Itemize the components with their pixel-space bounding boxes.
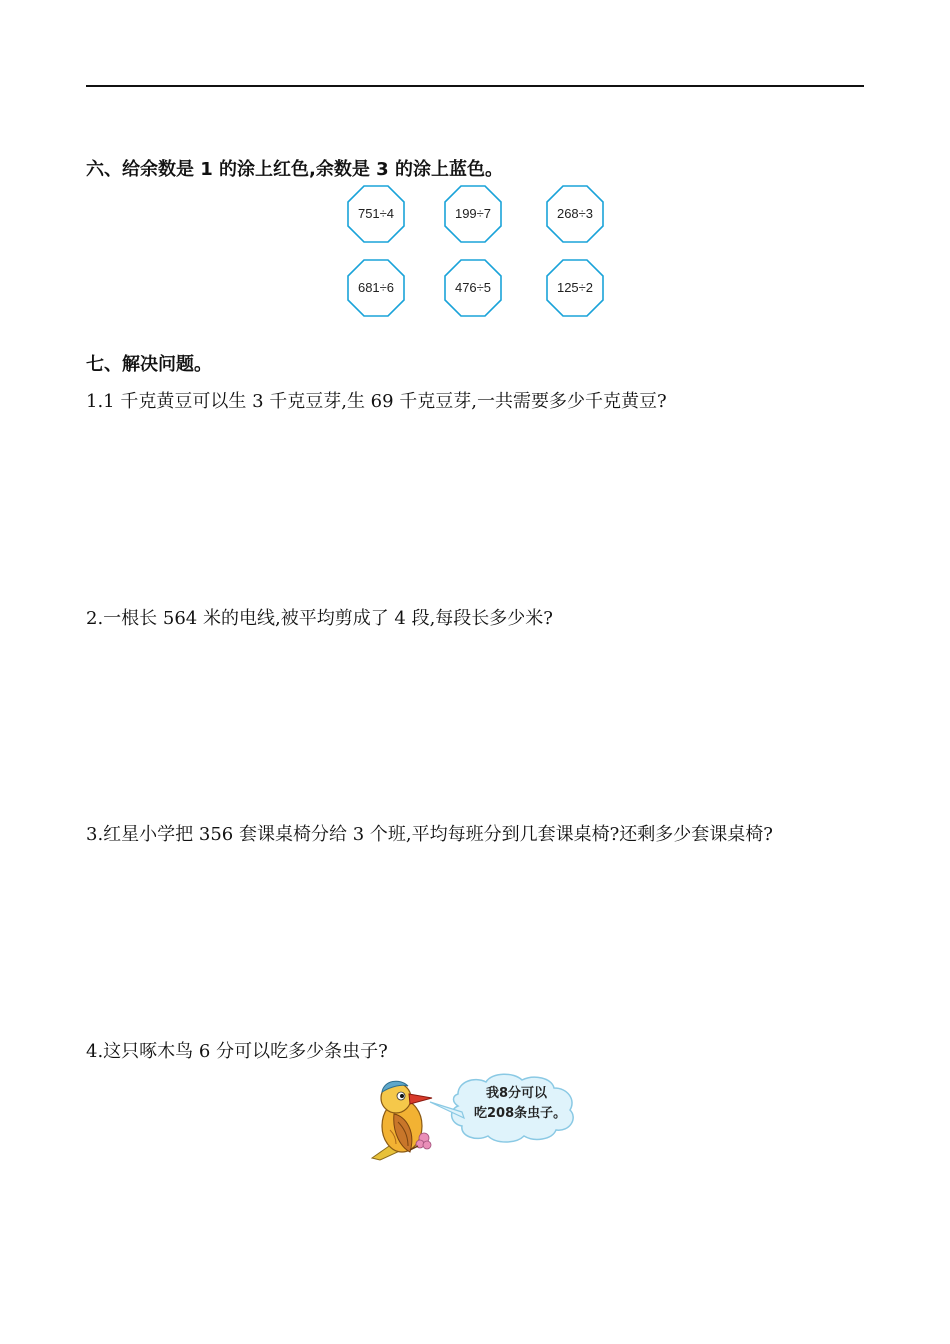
octagon-1[interactable]: [347, 185, 405, 243]
section6-title: 六、给余数是 1 的涂上红色,余数是 3 的涂上蓝色。: [86, 159, 503, 180]
octagon-3[interactable]: [546, 185, 604, 243]
section7-title: 七、解决问题。: [86, 354, 212, 375]
woodpecker-illustration: [366, 1072, 584, 1164]
question-1: 1.1 千克黄豆可以生 3 千克豆芽,生 69 千克豆芽,一共需要多少千克黄豆?: [86, 391, 667, 412]
question-4: 4.这只啄木鸟 6 分可以吃多少条虫子?: [86, 1041, 388, 1062]
octagon-4[interactable]: [347, 259, 405, 317]
octagon-expression: 681÷6: [357, 280, 395, 295]
octagon-expression: 751÷4: [357, 206, 395, 221]
bubble-text-line2: 吃208条虫子。: [474, 1106, 567, 1121]
octagon-6[interactable]: [546, 259, 604, 317]
top-rule: [86, 85, 864, 87]
octagon-expression: 268÷3: [556, 206, 594, 221]
bubble-text-line1: 我8分可以: [486, 1086, 548, 1101]
question-3: 3.红星小学把 356 套课桌椅分给 3 个班,平均每班分到几套课桌椅?还剩多少套课桌椅?: [86, 824, 773, 845]
octagon-expression: 476÷5: [454, 280, 492, 295]
octagon-expression: 199÷7: [454, 206, 492, 221]
octagon-5[interactable]: [444, 259, 502, 317]
octagon-expression: 125÷2: [556, 280, 594, 295]
octagon-2[interactable]: [444, 185, 502, 243]
question-2: 2.一根长 564 米的电线,被平均剪成了 4 段,每段长多少米?: [86, 608, 553, 629]
